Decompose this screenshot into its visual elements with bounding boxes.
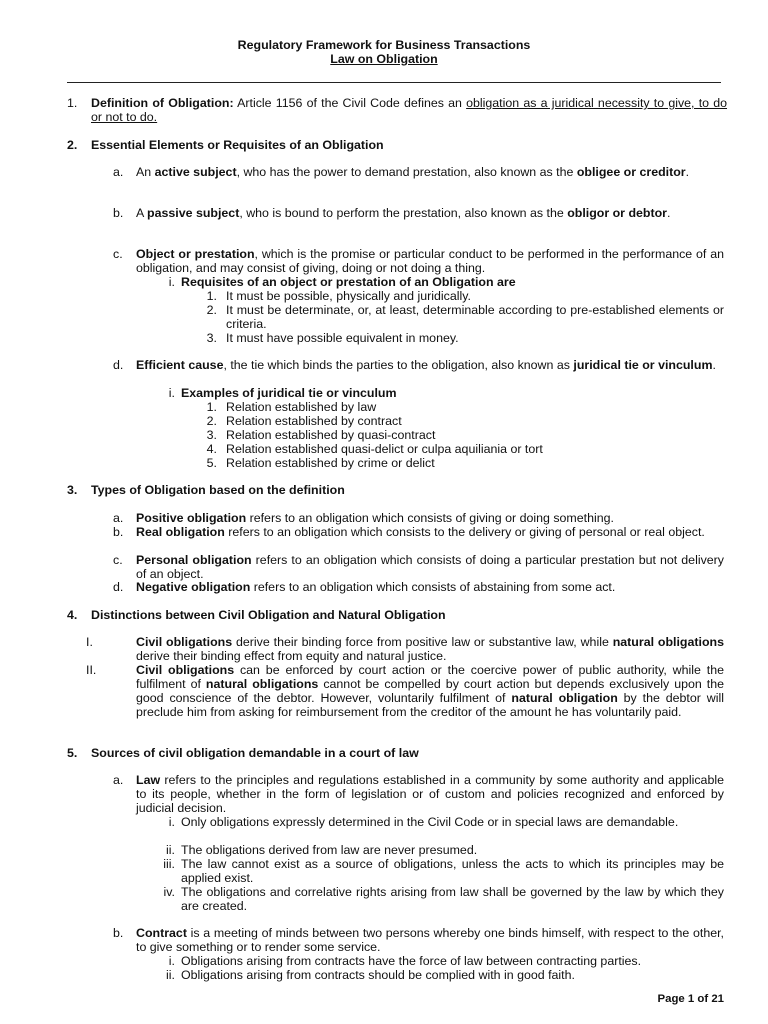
- list-marker: 3.: [206, 428, 217, 442]
- section-heading: [67, 747, 727, 761]
- list-marker: ii.: [166, 843, 175, 857]
- list-item-text: The law cannot exist as a source of obligations, unless the acts to which its principles may be applied exist.: [181, 857, 724, 885]
- list-item-text: The obligations derived from law are never presumed.: [181, 843, 478, 857]
- list-item: [158, 955, 724, 969]
- list-item-text: Only obligations expressly determined in the Civil Code or in special laws are demandable.: [181, 815, 679, 829]
- list-item: [158, 886, 724, 914]
- list-item-text: An active subject, who has the power to demand prestation, also known as the obligee or creditor.: [136, 165, 690, 179]
- list-item: [113, 248, 724, 276]
- list-item: [158, 844, 724, 858]
- list-marker: 5.: [67, 746, 78, 760]
- list-marker: 1.: [206, 400, 217, 414]
- list-marker: 3.: [67, 483, 78, 497]
- page-number: Page 1 of 21: [657, 993, 724, 1005]
- list-marker: a.: [113, 773, 124, 787]
- list-item-text: Negative obligation refers to an obligation which consists of abstaining from some act.: [136, 580, 616, 594]
- list-item-text: Object or prestation, which is the promise or particular conduct to be performed in the performance of an obligation, and may consist of giving, doing or not doing a thing.: [136, 247, 724, 275]
- list-marker: d.: [113, 580, 124, 594]
- list-item-text: Sources of civil obligation demandable in a court of law: [91, 746, 419, 760]
- section-heading: [67, 139, 727, 153]
- list-marker: 1.: [206, 289, 217, 303]
- list-marker: I.: [86, 635, 93, 649]
- list-marker: iv.: [163, 885, 175, 899]
- list-item-text: Real obligation refers to an obligation which consists to the delivery or giving of personal or real object.: [136, 525, 705, 539]
- list-item-text: Definition of Obligation: Article 1156 of the Civil Code defines an obligation as a juridical necessity to give, to do or not to do.: [91, 96, 728, 124]
- list-item-text: Relation established by contract: [226, 414, 402, 428]
- list-item: [113, 166, 724, 180]
- document-subtitle: Law on Obligation: [330, 52, 438, 66]
- list-item-text: Relation established quasi-delict or culpa aquiliania or tort: [226, 442, 543, 456]
- section-heading: [67, 97, 727, 125]
- list-marker: i.: [168, 275, 175, 289]
- list-item: [113, 927, 724, 955]
- list-marker: b.: [113, 525, 124, 539]
- list-item: [113, 512, 724, 526]
- list-item-text: Law refers to the principles and regulations established in a community by some authority and applicable to its people, whether in the form of legislation or of custom and policies recognized and enforced by judicial decision.: [136, 773, 724, 815]
- list-marker: b.: [113, 206, 124, 220]
- section-heading: [67, 609, 727, 623]
- list-item: [86, 636, 724, 664]
- list-item-text: It must have possible equivalent in money.: [226, 331, 459, 345]
- list-item-text: Civil obligations derive their binding force from positive law or substantive law, while natural obligations derive their binding effect from equity and natural justice.: [136, 635, 724, 663]
- list-item: [113, 526, 724, 540]
- list-item-text: Efficient cause, the tie which binds the parties to the obligation, also known as juridical tie or vinculum.: [136, 358, 716, 372]
- list-item-text: Relation established by law: [226, 400, 377, 414]
- document-title: Regulatory Framework for Business Transactions: [237, 38, 531, 52]
- list-item: [113, 774, 724, 816]
- list-item: [158, 816, 724, 830]
- list-item-text: Civil obligations can be enforced by court action or the coercive power of public authority, while the fulfilment of natural obligations cannot be compelled by court action but depends exclusively upon the good conscience of the debtor. However, voluntarily fulfilment of natural obligation by the debtor will preclude him from asking for reimbursement from the creditor of the amount he has voluntarily paid.: [136, 663, 724, 719]
- list-item-text: Contract is a meeting of minds between two persons whereby one binds himself, with respect to the other, to give something or to render some service.: [136, 926, 724, 954]
- list-item: [86, 664, 724, 720]
- list-item: [203, 415, 724, 429]
- list-marker: d.: [113, 358, 124, 372]
- list-item: [158, 969, 724, 983]
- list-item-text: Personal obligation refers to an obligation which consists of doing a particular prestation but not delivery of an object.: [136, 553, 724, 581]
- list-marker: i.: [168, 954, 175, 968]
- list-item: [113, 359, 724, 373]
- list-item-text: Types of Obligation based on the definition: [91, 483, 345, 497]
- list-marker: 2.: [67, 138, 78, 152]
- list-marker: ii.: [166, 968, 175, 982]
- list-item: [203, 457, 724, 471]
- list-marker: i.: [168, 386, 175, 400]
- list-item-text: Examples of juridical tie or vinculum: [181, 386, 397, 400]
- list-item-text: Distinctions between Civil Obligation and Natural Obligation: [91, 608, 446, 622]
- list-item: [158, 387, 724, 401]
- list-item-text: It must be possible, physically and juridically.: [226, 289, 471, 303]
- list-marker: 2.: [206, 414, 217, 428]
- list-marker: i.: [168, 815, 175, 829]
- list-marker: II.: [86, 663, 97, 677]
- list-marker: b.: [113, 926, 124, 940]
- list-marker: 2.: [206, 303, 217, 317]
- list-item: [203, 332, 724, 346]
- list-marker: 4.: [206, 442, 217, 456]
- list-item: [203, 290, 724, 304]
- list-item-text: Requisites of an object or prestation of an Obligation are: [181, 275, 516, 289]
- list-item-text: Relation established by crime or delict: [226, 456, 435, 470]
- list-marker: a.: [113, 165, 124, 179]
- list-item: [113, 554, 724, 582]
- list-marker: 5.: [206, 456, 217, 470]
- list-item-text: Positive obligation refers to an obligation which consists of giving or doing something.: [136, 511, 614, 525]
- list-item: [113, 581, 724, 595]
- list-item: [203, 304, 724, 332]
- list-item: [158, 858, 724, 886]
- list-item-text: Obligations arising from contracts should be complied with in good faith.: [181, 968, 575, 982]
- list-marker: c.: [113, 553, 123, 567]
- list-item: [203, 443, 724, 457]
- list-item-text: It must be determinate, or, at least, determinable according to pre-established elements or criteria.: [226, 303, 724, 331]
- list-item: [113, 207, 724, 221]
- list-item-text: The obligations and correlative rights arising from law shall be governed by the law by which they are created.: [181, 885, 724, 913]
- list-item: [203, 429, 724, 443]
- list-item-text: Relation established by quasi-contract: [226, 428, 436, 442]
- list-marker: a.: [113, 511, 124, 525]
- list-marker: 1.: [67, 96, 78, 110]
- list-marker: c.: [113, 247, 123, 261]
- section-heading: [67, 484, 727, 498]
- list-marker: 4.: [67, 608, 78, 622]
- list-item-text: Essential Elements or Requisites of an Obligation: [91, 138, 384, 152]
- list-item-text: Obligations arising from contracts have the force of law between contracting parties.: [181, 954, 642, 968]
- list-marker: iii.: [163, 857, 175, 871]
- list-item: [203, 401, 724, 415]
- list-item: [158, 276, 724, 290]
- list-item-text: A passive subject, who is bound to perform the prestation, also known as the obligor or debtor.: [136, 206, 671, 220]
- list-marker: 3.: [206, 331, 217, 345]
